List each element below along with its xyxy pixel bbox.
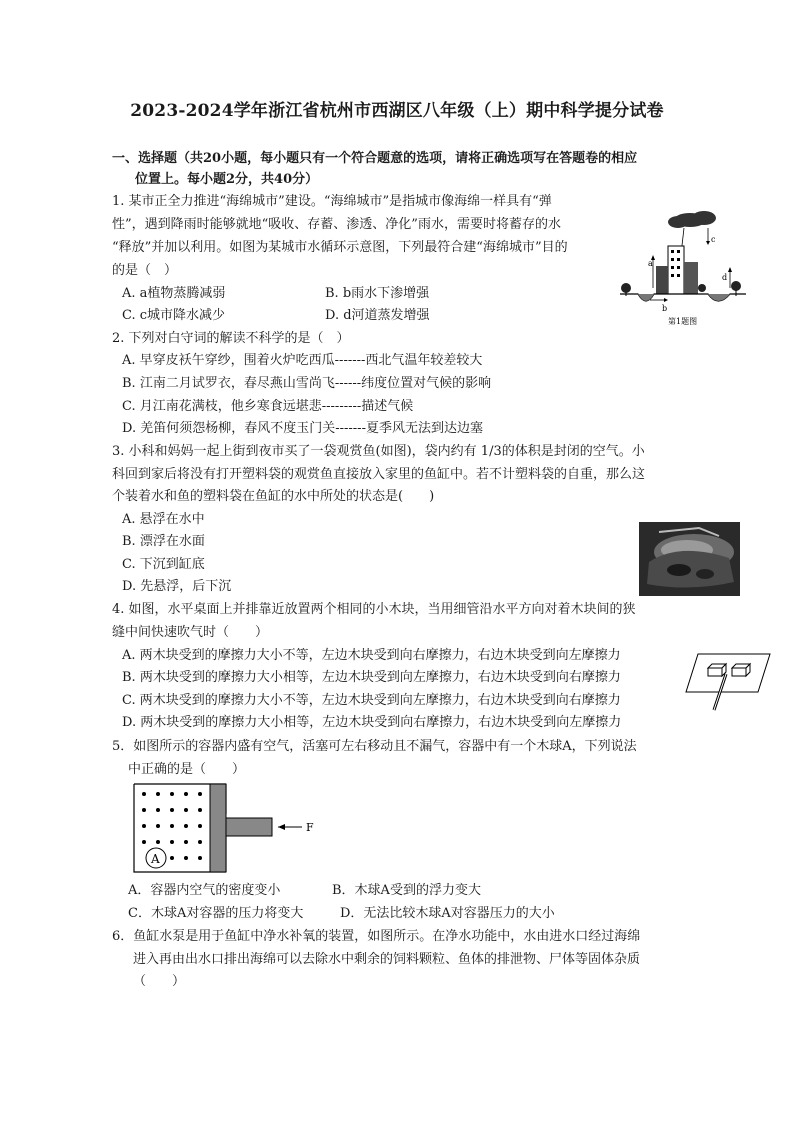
q4-option-d: D. 两木块受到的摩擦力大小相等，左边木块受到向右摩擦力，右边木块受到向左摩擦力 [122,715,622,730]
q1-option-c: C. c城市降水减少 [122,308,226,323]
air-particle-dot [170,840,174,844]
air-particle-dot [156,792,160,796]
air-particle-dot [156,808,160,812]
q4-option-b: B. 两木块受到的摩擦力大小相等，左边木块受到向左摩擦力，右边木块受到向右摩擦力 [122,670,621,685]
air-particle-dot [198,808,202,812]
fig1-label-b: b [662,304,668,313]
q3-stem-line1: 3. 小科和妈妈一起上街到夜市买了一袋观赏鱼(如图)，袋内约有 1/3的体积是封闭的空气。小 [112,444,645,459]
q2-option-b: B. 江南二月试罗衣，春尽燕山雪尚飞------纬度位置对气候的影响 [122,376,492,391]
q2-option-d: D. 羌笛何须怨杨柳，春风不度玉门关-------夏季风无法到达边塞 [122,421,483,436]
air-particle-dot [170,856,174,860]
q1-option-b: B. b雨水下渗增强 [325,286,430,301]
q4-option-c: C. 两木块受到的摩擦力大小不等，左边木块受到向左摩擦力，右边木块受到向右摩擦力 [122,693,621,708]
air-particle-dot [198,792,202,796]
exam-title: 2023-2024学年浙江省杭州市西湖区八年级（上）期中科学提分试卷 [130,101,664,121]
fig1-caption: 第1题图 [668,317,698,326]
air-particle-dot [156,840,160,844]
piston-container-figure [130,780,330,876]
section-header-line1: 一、选择题（共20小题，每小题只有一个符合题意的选项，请将正确选项写在答题卷的相应 [112,151,638,166]
air-particle-dot [198,824,202,828]
fig1-label-c: c [711,235,716,244]
q5-option-a: A．容器内空气的密度变小 [128,883,281,898]
q4-stem-line1: 4. 如图，水平桌面上并排靠近放置两个相同的小木块，当用细管沿水平方向对着木块间的狭 [112,602,636,617]
q3-stem-line3: 个装着水和鱼的塑料袋在鱼缸的水中所处的状态是( ) [112,489,435,504]
section-header-line2: 位置上。每小题2分，共40分） [135,172,319,187]
q3-option-c: C. 下沉到缸底 [122,557,205,572]
q4-stem-line2: 缝中间快速吹气时（ ） [112,625,269,640]
q6-stem-line3: （ ） [133,974,186,989]
fig5-force-label: F [306,821,314,834]
fish-bag-photo [639,522,740,596]
air-particle-dot [198,856,202,860]
air-particle-dot [184,840,188,844]
q1-stem-line1: 1. 某市正全力推进“海绵城市”建设。“海绵城市”是指城市像海绵一样具有“弹 [112,194,552,209]
q5-option-b: B．木球A受到的浮力变大 [332,883,481,898]
air-particle-dot [170,808,174,812]
air-particle-dot [142,792,146,796]
q3-option-a: A. 悬浮在水中 [122,512,205,527]
q2-stem: 2. 下列对白守词的解读不科学的是（ ） [112,331,350,346]
fig1-label-a: a [648,259,653,268]
q1-stem-line3: “释放”并加以利用。如图为某城市水循环示意图，下列最符合建“海绵城市”目的 [112,240,568,255]
air-particle-dot [184,792,188,796]
air-particle-dot [184,856,188,860]
q1-stem-line2: 性”，遇到降雨时能够就地“吸收、存蓄、渗透、净化”雨水，需要时将蓄存的水 [112,217,561,232]
q3-option-d: D. 先悬浮，后下沉 [122,579,232,594]
air-particle-dot [156,824,160,828]
q5-stem-line1: 5．如图所示的容器内盛有空气，活塞可左右移动且不漏气，容器中有一个木球A，下列说法 [112,739,637,754]
q6-stem-line1: 6．鱼缸水泵是用于鱼缸中净水补氧的装置，如图所示。在净水功能中，水由进水口经过海绵 [112,929,641,944]
water-cycle-figure [618,208,748,328]
q2-option-c: C. 月江南花满枝，他乡寒食远堪悲---------描述气候 [122,399,414,414]
air-particle-dot [170,824,174,828]
q6-stem-line2: 进入再由出水口排出海绵可以去除水中剩余的饲料颗粒、鱼体的排泄物、尸体等固体杂质 [133,952,641,967]
air-particle-dot [170,792,174,796]
fig1-label-d: d [722,273,728,282]
air-particle-dot [142,808,146,812]
air-particle-dot [198,840,202,844]
q5-option-c: C．木球A对容器的压力将变大 [128,906,304,921]
q5-option-d: D．无法比较木球A对容器压力的大小 [340,906,555,921]
q5-stem-line2: 中正确的是（ ） [128,762,246,777]
q1-option-a: A. a植物蒸腾减弱 [122,286,226,301]
blocks-table-figure [682,650,774,712]
fig5-ball-label: A [151,852,160,866]
air-particle-dot [142,824,146,828]
q3-stem-line2: 科回到家后将没有打开塑料袋的观赏鱼直接放入家里的鱼缸中。若不计塑料袋的自重，那么这 [112,467,646,482]
q1-stem-line4: 的是（ ） [112,263,178,278]
air-particle-dot [184,824,188,828]
q1-option-d: D. d河道蒸发增强 [325,308,430,323]
air-particle-dot [184,808,188,812]
q2-option-a: A. 早穿皮袄午穿纱，围着火炉吃西瓜-------西北气温年较差较大 [122,353,483,368]
q3-option-b: B. 漂浮在水面 [122,534,205,549]
air-particle-dot [142,840,146,844]
q4-option-a: A. 两木块受到的摩擦力大小不等，左边木块受到向右摩擦力，右边木块受到向左摩擦力 [122,648,621,663]
